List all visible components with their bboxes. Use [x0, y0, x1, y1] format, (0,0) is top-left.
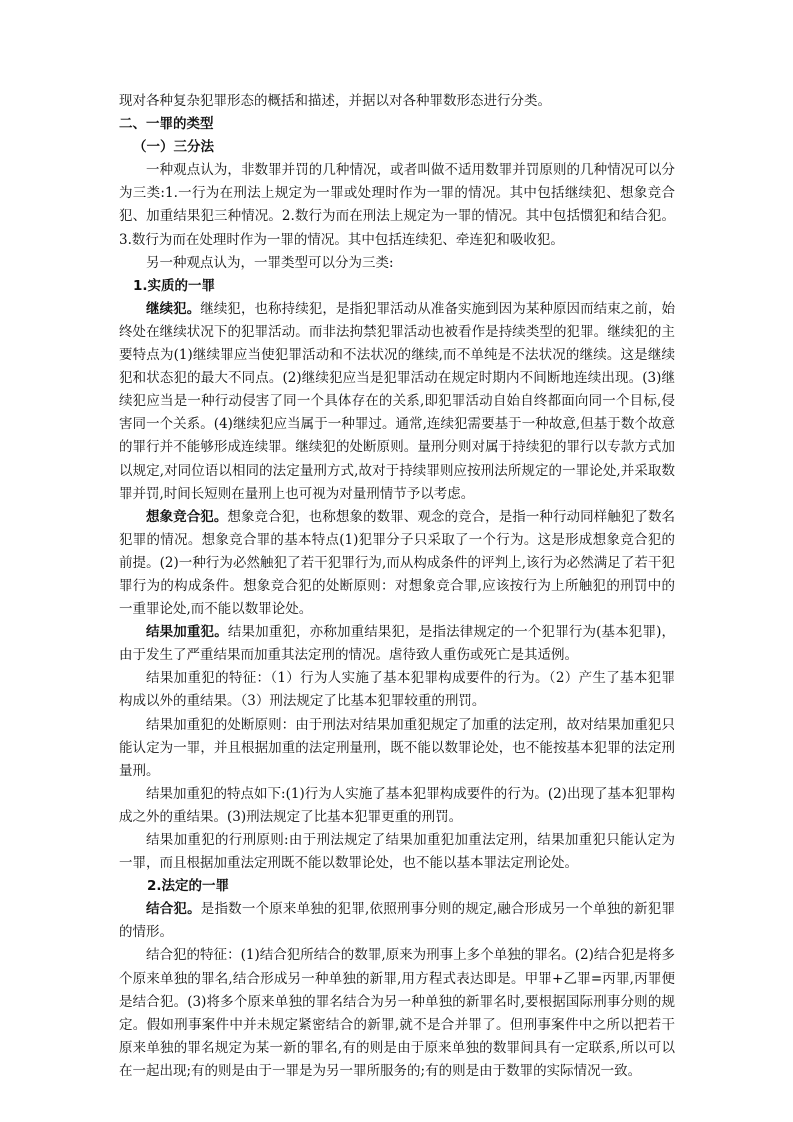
- text-continuing-offense: 继续犯，也称持续犯，是指犯罪活动从准备实施到因为某种原因而结束之前，始终处在继续状况下的犯罪活动。而非法拘禁犯罪活动也被看作是持续类型的犯罪。继续犯的主要特点为(1)继续罪应当使犯罪活动和不法状况的继续,而不单纯是不法状况的继续。这是继续犯和状态犯的最大不同点。(2)继续犯应当是犯罪活动在规定时期内不间断地连续出现。(3)继续犯应当是一种行动侵害了同一个具体存在的关系,即犯罪活动自始自终都面向同一个目标,侵害同一个关系。(4)继续犯应当属于一种罪过。通常,连续犯需要基于一种故意,但基于数个故意的罪行并不能够形成连续罪。继续犯的处断原则。量刑分则对属于持续犯的罪行以专款方式加以规定,对同位语以相同的法定量刑方式,故对于持续罪则应按刑法所规定的一罪论处,并采取数罪并罚,时间长短则在量刑上也可视为对量刑情节予以考虑。: [119, 300, 676, 502]
- paragraph-aggravated-traits: 结果加重犯的特点如下:(1)行为人实施了基本犯罪构成要件的行为。(2)出现了基本犯罪构成之外的重结果。(3)刑法规定了比基本犯罪更重的刑罚。: [119, 785, 675, 825]
- paragraph-aggravated-principle: 结果加重犯的处断原则：由于刑法对结果加重犯规定了加重的法定刑，故对结果加重犯只能认定为一罪，并且根据加重的法定刑量刑，既不能以数罪论处，也不能按基本犯罪的法定刑量刑。: [119, 716, 675, 779]
- paragraph-combined-offense: [119, 898, 675, 944]
- term-combined-offense: 结合犯。: [146, 901, 201, 918]
- paragraph-combined-features: 结合犯的特征：(1)结合犯所结合的数罪,原来为刑事上多个单独的罪名。(2)结合犯是将多个原来单独的罪名,结合形成另一种单独的新罪,用方程式表达即是。甲罪+乙罪=丙罪,丙罪便是结合犯。(3)将多个原来单独的罪名结合为另一种单独的新罪名时,要根据国际刑事分则的规定。假如刑事案件中并未规定紧密结合的新罪,就不是合并罪了。但刑事案件中之所以把若干原来单独的罪名规定为某一新的罪名,有的则是由于原来单独的数罪间具有一定联系,所以可以在一起出现;有的则是由于一罪是为另一罪所服务的;有的则是由于数罪的实际情况一致。: [119, 947, 675, 1079]
- term-aggravated-result: 结果加重犯。: [146, 624, 228, 641]
- paragraph-imaginative-concurrence: [119, 506, 675, 621]
- heading-statutory-crime: 2.法定的一罪: [147, 878, 230, 895]
- term-continuing-offense: 继续犯。: [146, 300, 201, 317]
- document-page: [119, 90, 675, 1083]
- paragraph-aggravated-features: 结果加重犯的特征：（1）行为人实施了基本犯罪构成要件的行为。（2）产生了基本犯罪构成以外的重结果。（3）刑法规定了比基本犯罪较重的刑罚。: [119, 670, 675, 710]
- intro-paragraph: 现对各种复杂犯罪形态的概括和描述，并据以对各种罪数形态进行分类。: [119, 93, 551, 109]
- subsection-heading-three-part: （一）三分法: [133, 139, 214, 156]
- section-heading-crime-types: 二、一罪的类型: [119, 116, 214, 133]
- text-combined-offense: 是指数一个原来单独的犯罪,依照刑事分则的规定,融合形成另一个单独的新犯罪的情形。: [119, 901, 675, 941]
- term-imaginative-concurrence: 想象竞合犯。: [146, 508, 228, 525]
- text-aggravated-result: 结果加重犯，亦称加重结果犯，是指法律规定的一个犯罪行为(基本犯罪)，由于发生了严重结果而加重其法定刑的情况。虐待致人重伤或死亡是其适例。: [119, 624, 675, 664]
- paragraph-view-one: 一种观点认为，非数罪并罚的几种情况，或者叫做不适用数罪并罚原则的几种情况可以分为三类:1.一行为在刑法上规定为一罪或处理时作为一罪的情况。其中包括继续犯、想象竞合犯、加重结果犯三种情况。2.数行为而在刑法上规定为一罪的情况。其中包括惯犯和结合犯。3.数行为而在处理时作为一罪的情况。其中包括连续犯、牵连犯和吸收犯。: [119, 162, 675, 248]
- heading-substantive-crime: 1.实质的一罪: [133, 277, 216, 294]
- paragraph-aggravated-result: [119, 621, 675, 667]
- paragraph-aggravated-penalty: 结果加重犯的行刑原则:由于刑法规定了结果加重犯加重法定刑，结果加重犯只能认定为一罪，而且根据加重法定刑既不能以数罪论处，也不能以基本罪法定刑论处。: [119, 832, 675, 872]
- text-imaginative-concurrence: 想象竞合犯，也称想象的数罪、观念的竞合，是指一种行动同样触犯了数名犯罪的情况。想象竞合罪的基本特点(1)犯罪分子只采取了一个行为。这是形成想象竞合犯的前提。(2)一种行为必然触犯了若干犯罪行为,而从构成条件的评判上,该行为必然满足了若干犯罪行为的构成条件。想象竞合犯的处断原则：对想象竞合罪,应该按行为上所触犯的刑罚中的一重罪论处,而不能以数罪论处。: [119, 508, 676, 618]
- paragraph-continuing-offense: [119, 298, 675, 506]
- paragraph-view-two: 另一种观点认为，一罪类型可以分为三类:: [146, 254, 394, 271]
